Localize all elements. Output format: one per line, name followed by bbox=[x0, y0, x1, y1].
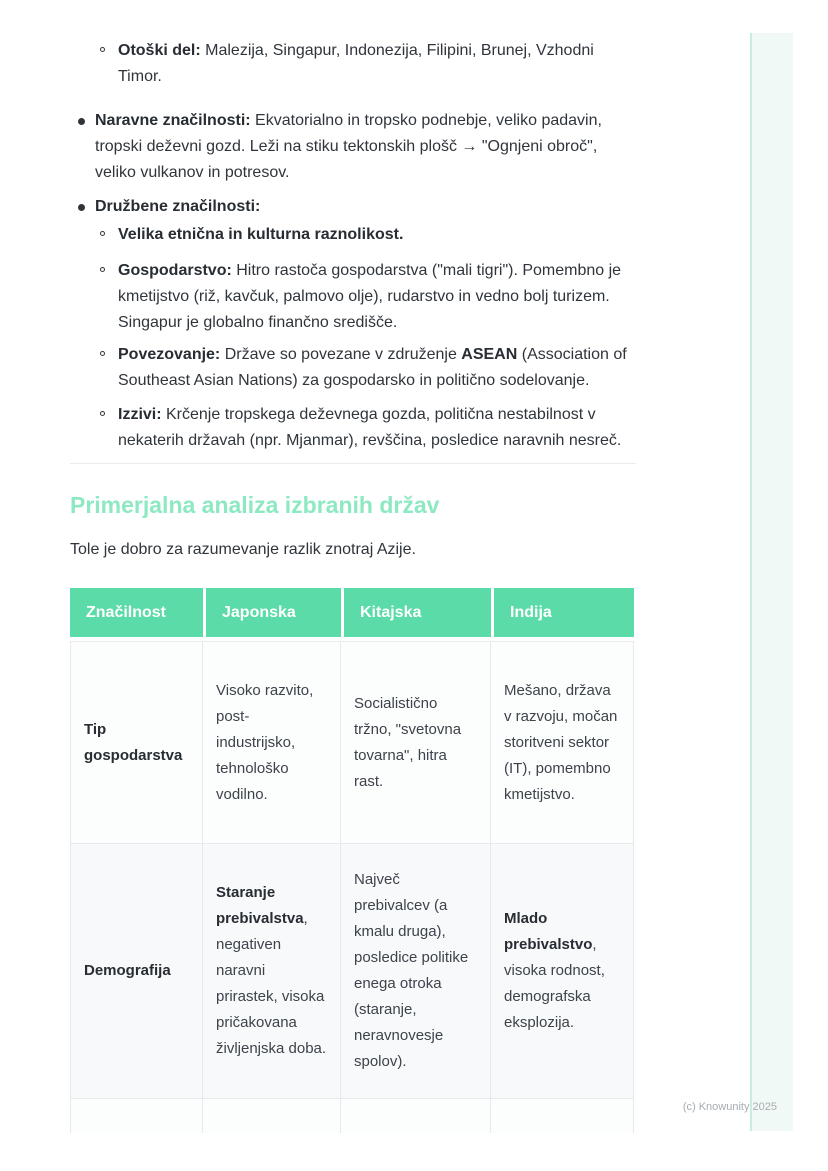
bold-text: Mlado prebivalstvo bbox=[504, 910, 593, 953]
table-cell bbox=[70, 844, 203, 1099]
table-cell bbox=[341, 641, 491, 844]
comparison-table bbox=[70, 588, 634, 1133]
sub-list-item bbox=[100, 38, 636, 90]
bold-text: Povezovanje: bbox=[118, 346, 221, 363]
table-cell bbox=[70, 641, 203, 844]
bold-text: ASEAN bbox=[461, 346, 518, 363]
bullet-disc-icon bbox=[78, 118, 85, 125]
text: Hitro rastoča gospodarstva ("mali tigri"). Pomembno je kmetijstvo (riž, kavčuk, palmovo olje), rudarstvo in vedno bolj turizem. Singapur je globalno finančno središče. bbox=[118, 262, 622, 331]
list-item bbox=[70, 194, 636, 220]
bold-text: Velika etnična in kulturna raznolikost. bbox=[118, 226, 404, 243]
bullet-circle-icon bbox=[100, 267, 105, 272]
bold-text: Naravne značilnosti: bbox=[95, 112, 251, 129]
text: Države so povezane v združenje bbox=[220, 346, 462, 363]
table-cell bbox=[203, 1099, 341, 1133]
bullet-circle-icon bbox=[100, 351, 105, 356]
bold-text: Staranje prebivalstva bbox=[216, 884, 304, 927]
sub-list-item bbox=[100, 342, 636, 394]
bold-text: Demografija bbox=[84, 962, 171, 979]
text: Mešano, država v razvoju, močan storitveni sektor (IT), pomembno kmetijstvo. bbox=[504, 681, 618, 803]
sub-list-item bbox=[100, 222, 636, 248]
page-content bbox=[70, 0, 636, 1133]
bullet-disc-icon bbox=[78, 204, 85, 211]
sub-list-item bbox=[100, 258, 636, 336]
text: Socialistično tržno, "svetovna tovarna", hitra rast. bbox=[354, 694, 462, 790]
bold-text: Otoški del: bbox=[118, 42, 201, 59]
table-body bbox=[70, 641, 634, 1133]
section-divider bbox=[70, 463, 636, 464]
text: , visoka rodnost, demografska eksplozija. bbox=[504, 936, 605, 1031]
table-row bbox=[70, 1099, 634, 1133]
text: Krčenje tropskega deževnega gozda, politična nestabilnost v nekaterih državah (npr. Mjanmar), revščina, posledice naravnih nesreč. bbox=[118, 406, 622, 449]
table-cell bbox=[491, 1099, 634, 1133]
section-intro: Tole je dobro za razumevanje razlik znotraj Azije. bbox=[70, 541, 416, 558]
header-row bbox=[70, 588, 634, 641]
table-cell bbox=[491, 641, 634, 844]
text: Ekvatorialno in tropsko podnebje, veliko padavin, tropski deževni gozd. Leži na stiku tektonskih plošč → "Ognjeni obroč", veliko vulkanov in potresov. bbox=[95, 112, 602, 181]
text: Malezija, Singapur, Indonezija, Filipini, Brunej, Vzhodni Timor. bbox=[118, 42, 594, 85]
bullet-circle-icon bbox=[100, 231, 105, 236]
table-cell bbox=[203, 844, 341, 1099]
highlight-stripe bbox=[750, 33, 793, 1131]
text: (Association of Southeast Asian Nations) za gospodarsko in politično sodelovanje. bbox=[118, 346, 627, 389]
text: , negativen naravni prirastek, visoka pričakovana življenjska doba. bbox=[216, 910, 327, 1057]
table-cell bbox=[203, 641, 341, 844]
notes-list bbox=[70, 38, 636, 454]
table-cell bbox=[341, 844, 491, 1099]
table-cell bbox=[491, 844, 634, 1099]
text: Visoko razvito, post-industrijsko, tehnološko vodilno. bbox=[216, 681, 314, 803]
bold-text: Gospodarstvo: bbox=[118, 262, 232, 279]
bullet-circle-icon bbox=[100, 411, 105, 416]
section-heading: Primerjalna analiza izbranih držav bbox=[70, 492, 440, 518]
table-cell bbox=[341, 1099, 491, 1133]
table-cell bbox=[70, 1099, 203, 1133]
watermark: (c) Knowunity 2025 bbox=[682, 1101, 777, 1113]
column-header: Japonska bbox=[203, 588, 341, 641]
bullet-circle-icon bbox=[100, 47, 105, 52]
bold-text: Izzivi: bbox=[118, 406, 162, 423]
sub-list-item bbox=[100, 402, 636, 454]
bold-text: Družbene značilnosti: bbox=[95, 198, 261, 215]
table-header bbox=[70, 588, 634, 641]
column-header: Značilnost bbox=[70, 588, 203, 641]
text: Največ prebivalcev (a kmalu druga), posledice politike enega otroka (staranje, neravnovesje spolov). bbox=[354, 871, 469, 1070]
table-row bbox=[70, 844, 634, 1099]
bold-text: Tip gospodarstva bbox=[84, 720, 183, 764]
table-row bbox=[70, 641, 634, 844]
column-header: Indija bbox=[491, 588, 634, 641]
list-item bbox=[70, 108, 636, 186]
column-header: Kitajska bbox=[341, 588, 491, 641]
